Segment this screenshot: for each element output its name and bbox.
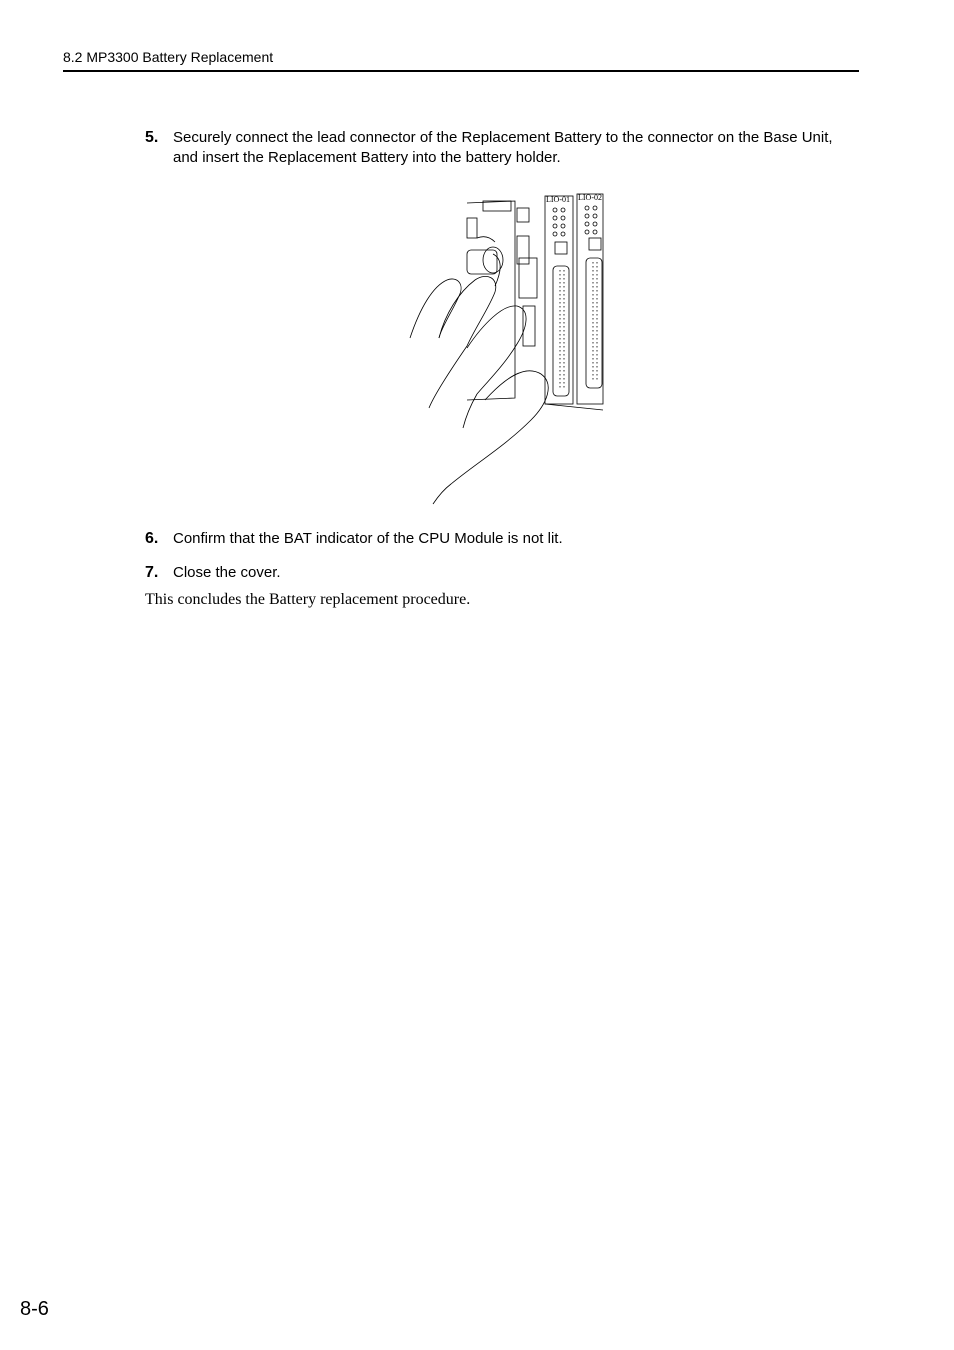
header-rule	[63, 70, 859, 72]
step-number: 7.	[145, 564, 159, 581]
step-text: Confirm that the BAT indicator of the CPU Module is not lit.	[173, 530, 563, 547]
running-header: 8.2 MP3300 Battery Replacement	[63, 49, 274, 65]
module-label-lio-01: LIO-01	[546, 195, 570, 204]
step-number: 6.	[145, 530, 159, 547]
battery-installation-illustration	[405, 188, 605, 506]
closing-sentence: This concludes the Battery replacement procedure.	[145, 591, 471, 608]
step-text: Securely connect the lead connector of the Replacement Battery to the connector on the Base Unit, and insert the Replacement Battery into the battery holder.	[173, 129, 833, 166]
step-number: 5.	[145, 129, 159, 146]
module-label-lio-02: LIO-02	[578, 193, 602, 202]
step-text: Close the cover.	[173, 564, 281, 581]
page-number: 8-6	[20, 1298, 49, 1320]
